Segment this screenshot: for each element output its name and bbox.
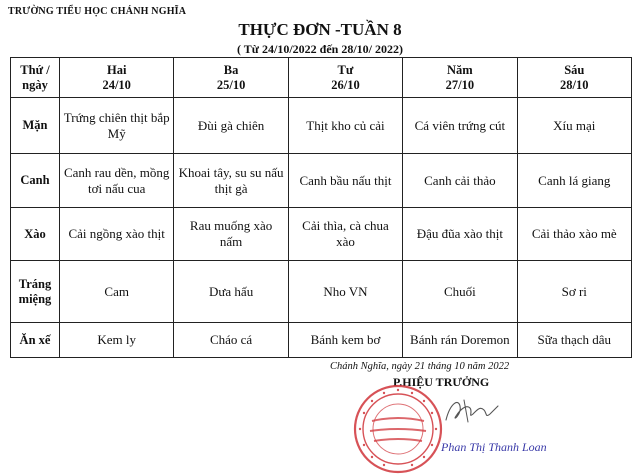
corner-cell bbox=[11, 58, 60, 98]
page-title: THỰC ĐƠN -TUẦN 8 bbox=[238, 20, 402, 39]
menu-cell: Canh rau dền, mồng tơi nấu cua bbox=[60, 154, 174, 208]
menu-cell: Đùi gà chiên bbox=[174, 98, 288, 154]
school-stamp-icon bbox=[352, 383, 444, 475]
day-date: 25/10 bbox=[216, 77, 246, 92]
day-name: Tư bbox=[337, 62, 354, 77]
row-label: Xào bbox=[11, 208, 60, 261]
day-header bbox=[517, 58, 631, 98]
menu-cell: Dưa hấu bbox=[174, 261, 288, 323]
menu-cell: Canh lá giang bbox=[517, 154, 631, 208]
day-name: Sáu bbox=[564, 62, 585, 77]
menu-cell: Nho VN bbox=[288, 261, 402, 323]
date-range: ( Từ 24/10/2022 đến 28/10/ 2022) bbox=[237, 42, 403, 56]
row-label: Mặn bbox=[11, 98, 60, 154]
menu-cell: Cải ngồng xào thịt bbox=[60, 208, 174, 261]
menu-cell: Cải thảo xào mè bbox=[517, 208, 631, 261]
day-name: Hai bbox=[106, 62, 127, 77]
menu-cell: Chuối bbox=[403, 261, 517, 323]
day-date: 24/10 bbox=[102, 77, 131, 92]
table-row bbox=[11, 98, 632, 154]
signatory-title: P.HIỆU TRƯỞNG bbox=[393, 375, 490, 389]
menu-cell: Cam bbox=[60, 261, 174, 323]
menu-cell: Kem ly bbox=[60, 323, 174, 358]
menu-cell: Sơ ri bbox=[517, 261, 631, 323]
menu-cell: Xíu mại bbox=[517, 98, 631, 154]
menu-cell: Sữa thạch dâu bbox=[517, 323, 631, 358]
signature-icon bbox=[440, 394, 500, 428]
row-label: Ăn xế bbox=[11, 323, 60, 358]
menu-cell: Cá viên trứng cút bbox=[403, 98, 517, 154]
corner-line: Thứ / bbox=[20, 62, 50, 77]
menu-cell: Bánh kem bơ bbox=[288, 323, 402, 358]
row-label-line: miệng bbox=[18, 291, 52, 306]
menu-cell: Trứng chiên thịt bắp Mỹ bbox=[60, 98, 174, 154]
menu-cell: Thịt kho củ cải bbox=[288, 98, 402, 154]
row-label: Canh bbox=[11, 154, 60, 208]
day-header bbox=[60, 58, 174, 98]
table-row bbox=[11, 323, 632, 358]
day-header bbox=[288, 58, 402, 98]
signing-date: Chánh Nghĩa, ngày 21 tháng 10 năm 2022 bbox=[330, 361, 510, 372]
header-row bbox=[11, 58, 632, 98]
day-date: 27/10 bbox=[445, 77, 475, 92]
menu-cell: Khoai tây, su su nấu thịt gà bbox=[174, 154, 288, 208]
table-row bbox=[11, 208, 632, 261]
menu-cell: Đậu đũa xào thịt bbox=[403, 208, 517, 261]
row-label-line: Tráng bbox=[18, 276, 52, 291]
table-row bbox=[11, 261, 632, 323]
signer-name: Phan Thị Thanh Loan bbox=[441, 440, 547, 454]
day-header bbox=[174, 58, 288, 98]
day-date: 28/10 bbox=[560, 77, 589, 92]
menu-table bbox=[10, 57, 632, 358]
table-row bbox=[11, 154, 632, 208]
menu-cell: Cháo cá bbox=[174, 323, 288, 358]
day-name: Năm bbox=[447, 62, 473, 77]
menu-cell: Rau muống xào nấm bbox=[174, 208, 288, 261]
day-header bbox=[403, 58, 517, 98]
menu-cell: Bánh rán Doremon bbox=[403, 323, 517, 358]
menu-cell: Canh bầu nấu thịt bbox=[288, 154, 402, 208]
school-name: TRƯỜNG TIỂU HỌC CHÁNH NGHĨA bbox=[8, 6, 187, 17]
menu-cell: Cải thìa, cà chua xào bbox=[288, 208, 402, 261]
row-label bbox=[11, 261, 60, 323]
corner-line: ngày bbox=[22, 77, 48, 92]
menu-cell: Canh cải thảo bbox=[403, 154, 517, 208]
day-date: 26/10 bbox=[331, 77, 360, 92]
day-name: Ba bbox=[223, 62, 239, 77]
